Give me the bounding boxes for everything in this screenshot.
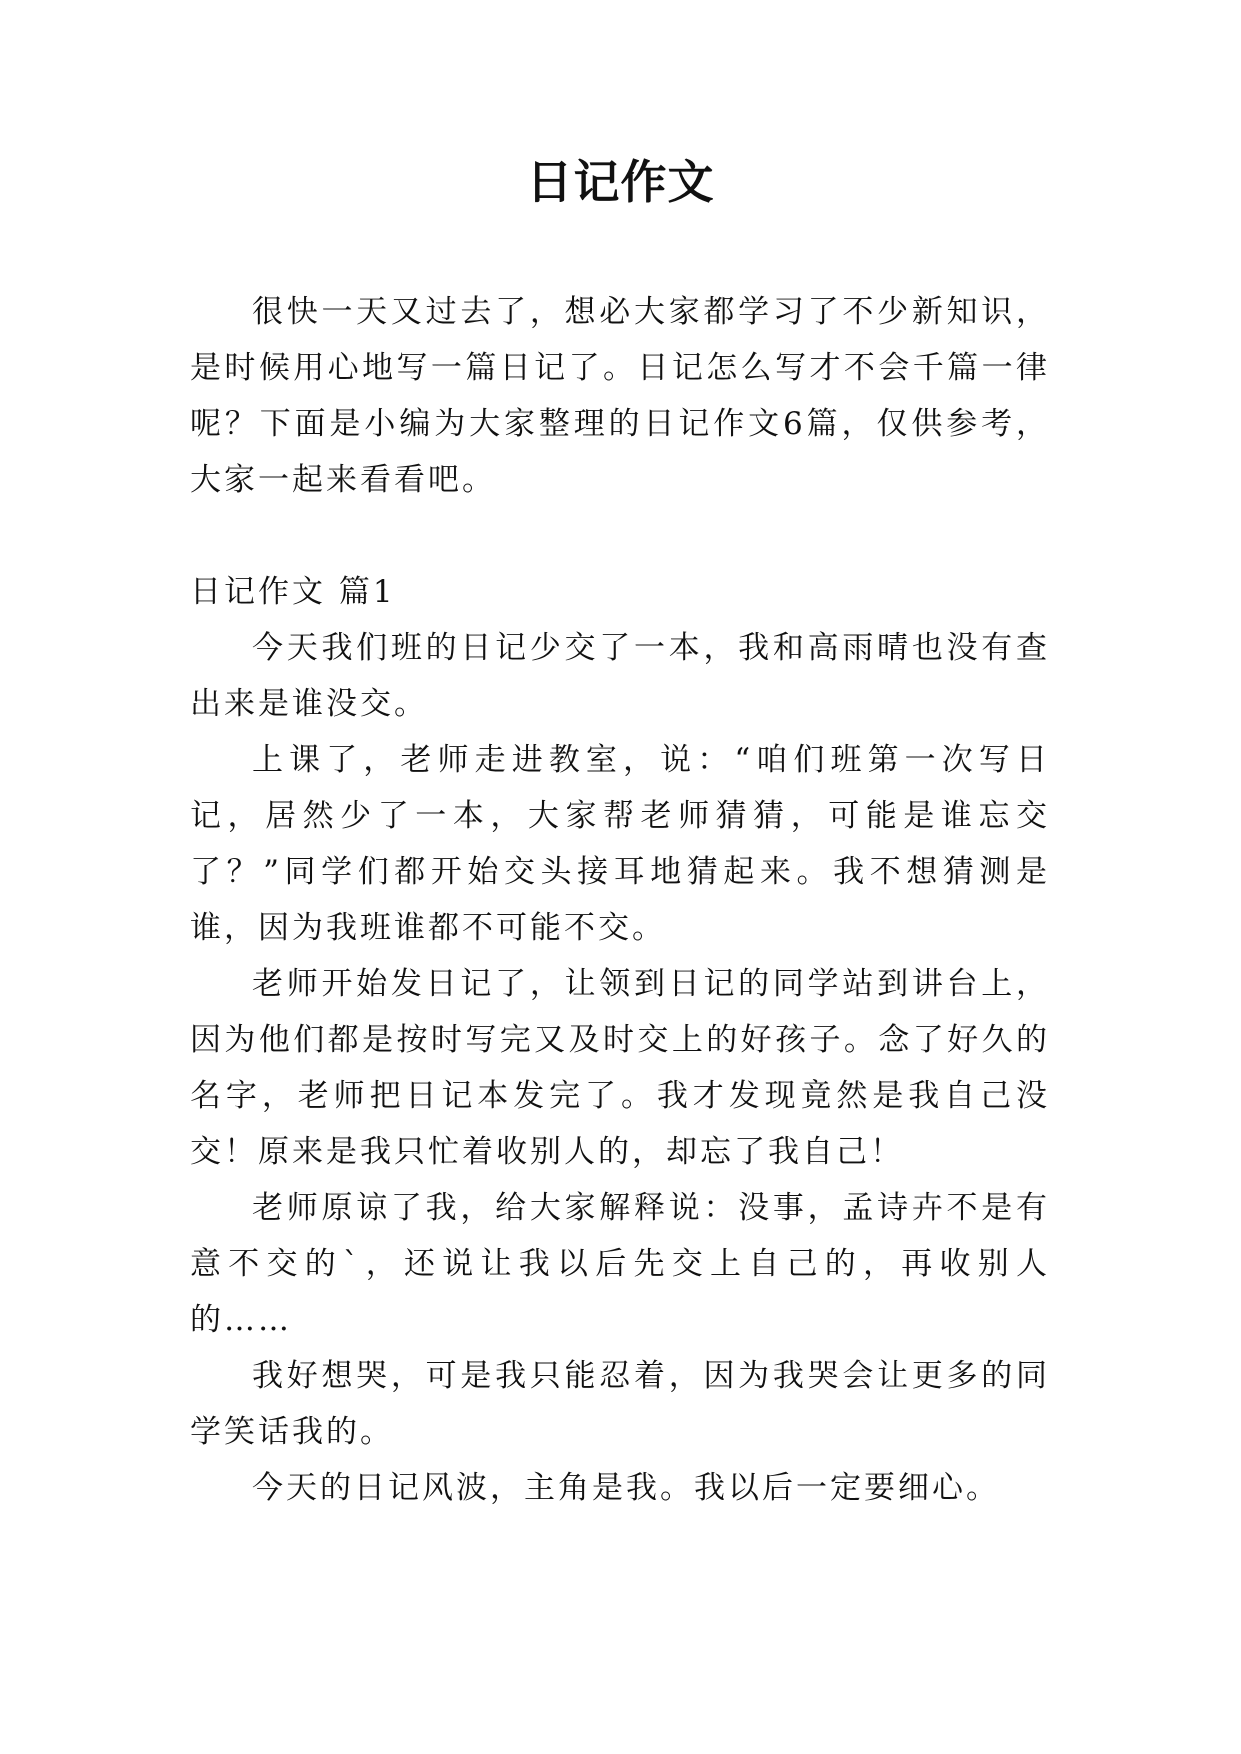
section-heading: 日记作文 篇1 (190, 574, 396, 610)
body-paragraph: 今天我们班的日记少交了一本，我和高雨晴也没有查出来是谁没交。 (190, 630, 1050, 722)
intro-paragraph: 很快一天又过去了，想必大家都学习了不少新知识，是时候用心地写一篇日记了。日记怎么写才不会千篇一律呢？下面是小编为大家整理的日记作文6篇，仅供参考，大家一起来看看吧。 (190, 294, 1050, 498)
body-paragraph: 今天的日记风波，主角是我。我以后一定要细心。 (252, 1470, 1000, 1506)
body-paragraph: 上课了，老师走进教室，说：“咱们班第一次写日记，居然少了一本，大家帮老师猜猜，可能是谁忘交了？”同学们都开始交头接耳地猜起来。我不想猜测是谁，因为我班谁都不可能不交。 (190, 742, 1050, 946)
body-paragraph: 老师开始发日记了，让领到日记的同学站到讲台上，因为他们都是按时写完又及时交上的好孩子。念了好久的名字，老师把日记本发完了。我才发现竟然是我自己没交！原来是我只忙着收别人的，却忘了我自己！ (190, 966, 1050, 1170)
body-paragraph: 老师原谅了我，给大家解释说：没事，孟诗卉不是有意不交的`，还说让我以后先交上自己的，再收别人的…… (190, 1190, 1050, 1338)
document-body (190, 284, 1050, 1516)
body-paragraph: 我好想哭，可是我只能忍着，因为我哭会让更多的同学笑话我的。 (190, 1358, 1050, 1450)
document-title: 日记作文 (526, 155, 715, 209)
